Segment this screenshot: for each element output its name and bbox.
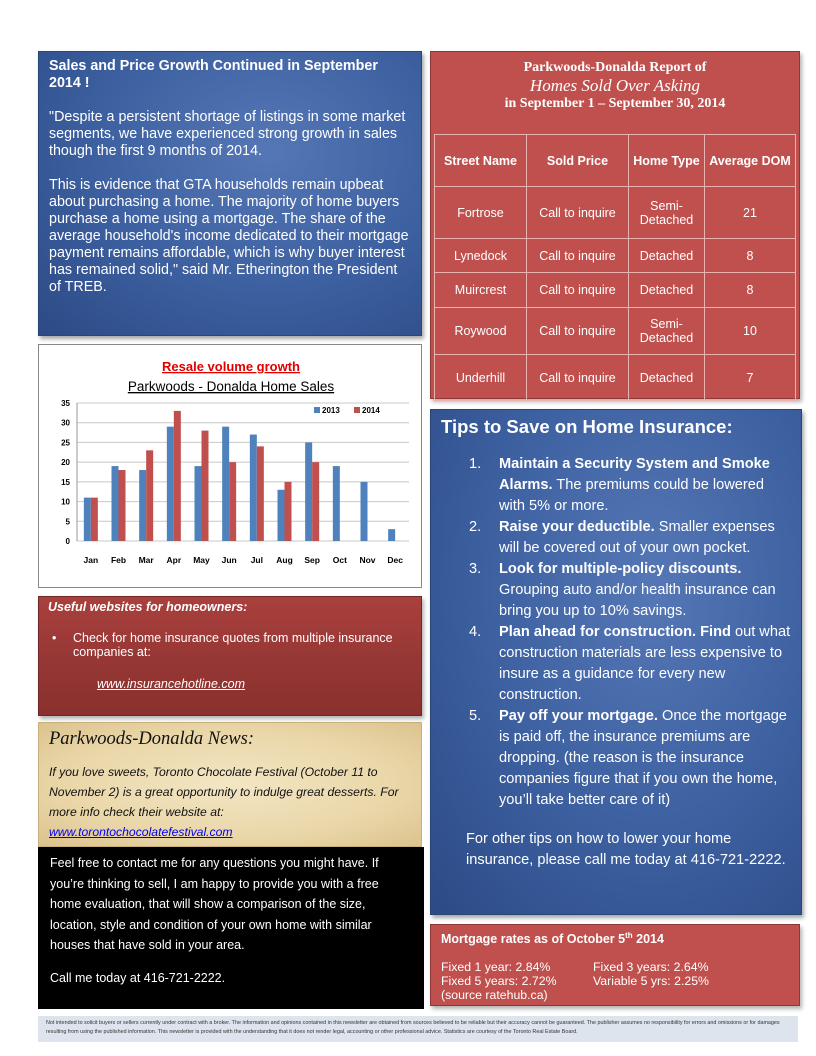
mortgage-rates-box [430, 924, 800, 1006]
tip-bold: Pay off your mortgage. [499, 708, 658, 724]
legend-label: 2014 [362, 406, 380, 415]
rate-fixed-5: Fixed 5 years: 2.72% [441, 974, 557, 989]
cell-type: Semi-Detached [629, 308, 705, 355]
rate-fixed-3: Fixed 3 years: 2.64% [593, 960, 709, 975]
contact-box [38, 847, 424, 1009]
bar-2013-Apr [167, 427, 174, 541]
cell-price: Call to inquire [527, 239, 629, 273]
tip-number: 5. [469, 708, 482, 724]
cell-type: Detached [629, 273, 705, 308]
websites-title: Useful websites for homeowners: [48, 600, 248, 614]
x-tick-label: Jan [83, 555, 99, 565]
bar-2014-Aug [285, 482, 292, 541]
table-row [435, 273, 796, 308]
news-text: If you love sweets, Toronto Chocolate Festival (October 11 to November 2) is a great opportunity to indulge great desserts. For more info check their website at: [49, 765, 399, 819]
bullet-icon: • [52, 631, 57, 645]
contact-paragraph: Feel free to contact me for any questions you might have. If you’re thinking to sell, I am happy to provide you with a free home evaluation, that will show a comparison of the size, location, style and condition of your own home with similar houses that have sold in your area. [50, 856, 379, 952]
tips-footer: For other tips on how to lower your home insurance, please call me today at 416-721-2222. [466, 831, 786, 868]
x-tick-label: May [193, 555, 210, 565]
rate-variable-5: Variable 5 yrs: 2.25% [593, 974, 709, 989]
sold-over-asking-report [430, 51, 800, 399]
y-tick-label: 15 [61, 477, 70, 487]
bar-2013-May [195, 466, 202, 541]
table-row [435, 187, 796, 239]
tips-heading: Tips to Save on Home Insurance: [441, 416, 733, 437]
article-paragraph-2: This is evidence that GTA households remain upbeat about purchasing a home. The majority of home buyers purchase a home using a mortgage. The share of the average household's income dedicated to their mortgage payment remains affordable, which is why buyer interest has remained solid," said Mr. Etherington the President of TREB. [49, 177, 409, 295]
insurancehotline-link[interactable]: www.insurancehotline.com [97, 677, 245, 691]
bar-2013-Sep [305, 442, 312, 541]
bar-2013-Jul [250, 435, 257, 541]
websites-item: Check for home insurance quotes from multiple insurance companies at: [73, 631, 393, 659]
legend-swatch-2014 [354, 407, 360, 413]
x-tick-label: Jul [250, 555, 263, 565]
cell-price: Call to inquire [527, 187, 629, 239]
report-title-line-1: Parkwoods-Donalda Report of [523, 60, 707, 75]
cell-dom: 8 [705, 239, 796, 273]
x-tick-label: Jun [221, 555, 237, 565]
cell-price: Call to inquire [527, 308, 629, 355]
y-tick-label: 10 [61, 497, 70, 507]
y-tick-label: 35 [61, 399, 70, 408]
tip-text: The premiums could be lowered with 5% or more. [499, 477, 764, 514]
table-row [435, 308, 796, 355]
market-article [38, 51, 422, 336]
mortgage-heading-year: 2014 [632, 932, 664, 947]
x-tick-label: Aug [276, 555, 293, 565]
tip-text: out what construction materials are less expensive to insure as a guidance for every new construction. [499, 624, 791, 703]
cell-dom: 7 [705, 355, 796, 401]
chart-subtitle: Parkwoods - Donalda Home Sales [127, 379, 335, 394]
bar-2014-May [202, 431, 209, 541]
bar-2013-Jan [84, 498, 91, 541]
cell-price: Call to inquire [527, 273, 629, 308]
cell-type: Detached [629, 239, 705, 273]
list-item [469, 559, 791, 622]
x-tick-label: Feb [110, 555, 127, 565]
list-item [469, 622, 791, 706]
cell-price: Call to inquire [527, 355, 629, 401]
bar-2013-Dec [388, 529, 395, 541]
tip-bold: Raise your deductible. [499, 519, 655, 535]
chocolate-festival-link[interactable]: www.torontochocolatefestival.com [49, 825, 233, 839]
x-tick-label: Nov [359, 555, 376, 565]
y-tick-label: 25 [61, 438, 70, 448]
list-item [469, 517, 791, 559]
rate-fixed-1: Fixed 1 year: 2.84% [441, 960, 551, 975]
bar-2013-Feb [112, 466, 119, 541]
tip-number: 4. [469, 624, 482, 640]
bar-2013-Jun [222, 427, 229, 541]
news-title: Parkwoods-Donalda News: [49, 729, 255, 749]
contact-call: Call me today at 416-721-2222. [50, 970, 226, 985]
bar-2014-Mar [146, 450, 153, 541]
cell-street: Lynedock [435, 239, 527, 273]
article-headline: Sales and Price Growth Continued in September 2014 ! [49, 58, 378, 91]
header-sold-price: Sold Price [527, 135, 629, 187]
header-average-dom: Average DOM [705, 135, 796, 187]
header-home-type: Home Type [629, 135, 705, 187]
x-tick-label: Sep [304, 555, 320, 565]
x-tick-label: Oct [332, 555, 347, 565]
report-title-line-3: in September 1 – September 30, 2014 [504, 96, 726, 111]
table-row [435, 239, 796, 273]
cell-street: Fortrose [435, 187, 527, 239]
bar-2013-Aug [278, 490, 285, 541]
bar-2014-Sep [312, 462, 319, 541]
bar-2014-Feb [119, 470, 126, 541]
y-tick-label: 5 [65, 517, 70, 527]
tip-text: Grouping auto and/or health insurance can bring you up to 10% savings. [499, 582, 776, 619]
tip-bold: Look for multiple-policy discounts. [499, 561, 742, 577]
tip-number: 2. [469, 519, 482, 535]
tip-bold: Plan ahead for construction. Find [499, 624, 731, 640]
cell-type: Semi-Detached [629, 187, 705, 239]
report-title-line-2: Homes Sold Over Asking [529, 76, 701, 95]
list-item [469, 706, 791, 811]
cell-street: Roywood [435, 308, 527, 355]
chart-canvas [39, 345, 423, 589]
useful-websites-box [38, 596, 422, 716]
y-tick-label: 30 [61, 418, 70, 428]
mortgage-heading-text: Mortgage rates as of October 5 [441, 932, 626, 947]
news-body [49, 762, 411, 842]
table-header-row [435, 135, 796, 187]
y-tick-label: 0 [65, 537, 70, 546]
rate-row [441, 974, 789, 988]
disclaimer: Not intended to solicit buyers or sellers currently under contract with a broker. The information and opinions contained in this newsletter are obtained from sources believed to be reliable but their accuracy cannot be guaranteed. The publisher assumes no responsibility for errors and omissions or for damages resulting from using the published information. This newsletter is provided with the understanding that it does not render legal, accounting or other professional advice. Statistics are courtesy of the Toronto Real Estate Board. [38, 1016, 798, 1042]
legend-swatch-2013 [314, 407, 320, 413]
cell-type: Detached [629, 355, 705, 401]
chart-title: Resale volume growth [162, 359, 300, 374]
bar-2013-Nov [361, 482, 368, 541]
tip-bold: Maintain a Security System and Smoke Alarms. [499, 456, 770, 493]
header-street-name: Street Name [435, 135, 527, 187]
list-item [469, 454, 791, 517]
bar-2014-Apr [174, 411, 181, 541]
rate-source: (source ratehub.ca) [441, 988, 548, 1003]
tip-number: 1. [469, 456, 482, 472]
tip-text: Smaller expenses will be covered out of your own pocket. [499, 519, 775, 556]
bar-2013-Oct [333, 466, 340, 541]
y-tick-label: 20 [61, 458, 70, 468]
bar-2013-Mar [139, 470, 146, 541]
cell-street: Muircrest [435, 273, 527, 308]
bar-2014-Jun [229, 462, 236, 541]
x-tick-label: Apr [166, 555, 182, 565]
rate-row [441, 960, 789, 974]
bar-2014-Jul [257, 446, 264, 541]
x-tick-label: Dec [387, 555, 403, 565]
x-tick-label: Mar [138, 555, 154, 565]
sold-homes-table [434, 134, 796, 401]
mortgage-heading [441, 931, 789, 946]
tip-number: 3. [469, 561, 482, 577]
news-box [38, 722, 422, 847]
cell-dom: 8 [705, 273, 796, 308]
resale-volume-chart [38, 344, 422, 588]
bar-2014-Jan [91, 498, 98, 541]
cell-dom: 10 [705, 308, 796, 355]
insurance-tips-box [430, 409, 802, 915]
mortgage-heading-sup: th [625, 931, 633, 940]
legend-label: 2013 [322, 406, 340, 415]
cell-dom: 21 [705, 187, 796, 239]
article-paragraph-1: "Despite a persistent shortage of listings in some market segments, we have experienced strong growth in sales though the first 9 months of 2014. [49, 109, 406, 159]
tips-list [469, 454, 791, 811]
cell-street: Underhill [435, 355, 527, 401]
table-row [435, 355, 796, 401]
tip-text: Once the mortgage is paid off, the insurance premiums are dropping. (the reason is the insurance companies figure that if you own the home, you’ll take better care of it) [499, 708, 787, 808]
